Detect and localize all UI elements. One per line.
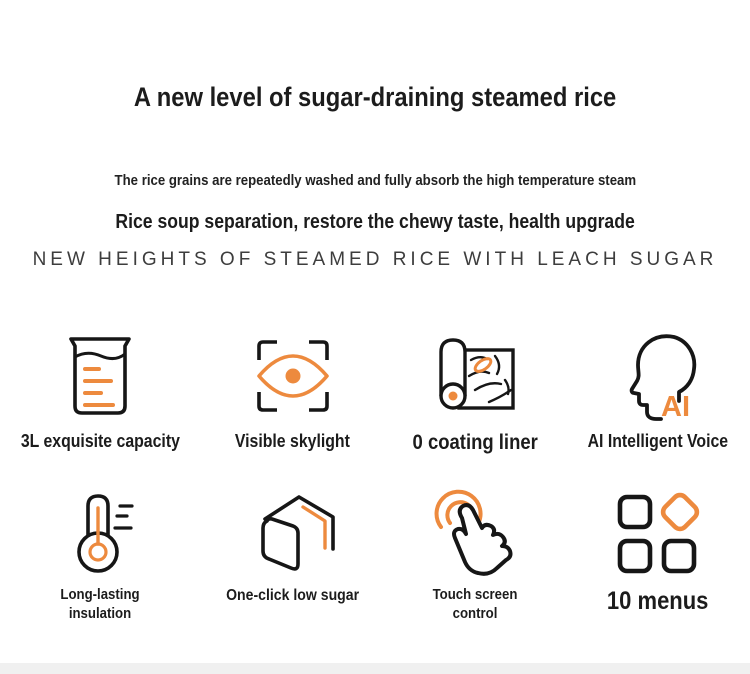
feature-label: Visible skylight bbox=[234, 431, 351, 451]
page-title bbox=[0, 82, 750, 113]
tagline-text: Rice soup separation, restore the chewy taste, health upgrade bbox=[115, 211, 635, 233]
uncoated-liner-roll-icon bbox=[433, 330, 517, 422]
feature-label: 3L exquisite capacity bbox=[20, 431, 180, 451]
page-title-text: A new level of sugar-draining steamed rice bbox=[133, 82, 617, 112]
feature-ai-voice bbox=[565, 330, 750, 490]
feature-skylight bbox=[200, 330, 385, 490]
feature-label: AI Intelligent Voice bbox=[587, 431, 728, 451]
thermometer-icon bbox=[62, 490, 138, 578]
measuring-cup-icon bbox=[61, 330, 139, 422]
eye-viewfinder-icon bbox=[253, 330, 333, 422]
feature-capacity bbox=[0, 330, 200, 490]
feature-liner bbox=[385, 330, 565, 490]
caps-line-text: NEW HEIGHTS OF STEAMED RICE WITH LEACH SUGAR bbox=[32, 249, 718, 270]
feature-label: 0 coating liner bbox=[412, 431, 538, 454]
feature-grid bbox=[0, 330, 750, 624]
feature-label: Long-lasting insulation bbox=[60, 586, 140, 622]
feature-low-sugar bbox=[200, 490, 385, 624]
feature-insulation bbox=[0, 490, 200, 624]
ai-head-icon bbox=[616, 330, 700, 422]
feature-label: 10 menus bbox=[606, 587, 709, 615]
ai-icon-text: AI bbox=[660, 391, 690, 421]
feature-menus bbox=[565, 490, 750, 624]
touch-hand-icon bbox=[429, 490, 521, 578]
low-sugar-cube-icon bbox=[247, 490, 339, 578]
caps-line bbox=[0, 249, 750, 271]
tagline bbox=[0, 211, 750, 234]
feature-label: Touch screen control bbox=[432, 586, 518, 622]
footer-band bbox=[0, 663, 750, 674]
feature-label: One-click low sugar bbox=[225, 587, 360, 604]
subtitle-text: The rice grains are repeatedly washed and fully absorb the high temperature steam bbox=[114, 172, 636, 189]
feature-touch bbox=[385, 490, 565, 624]
menu-grid-icon bbox=[613, 490, 703, 578]
subtitle bbox=[0, 172, 750, 189]
